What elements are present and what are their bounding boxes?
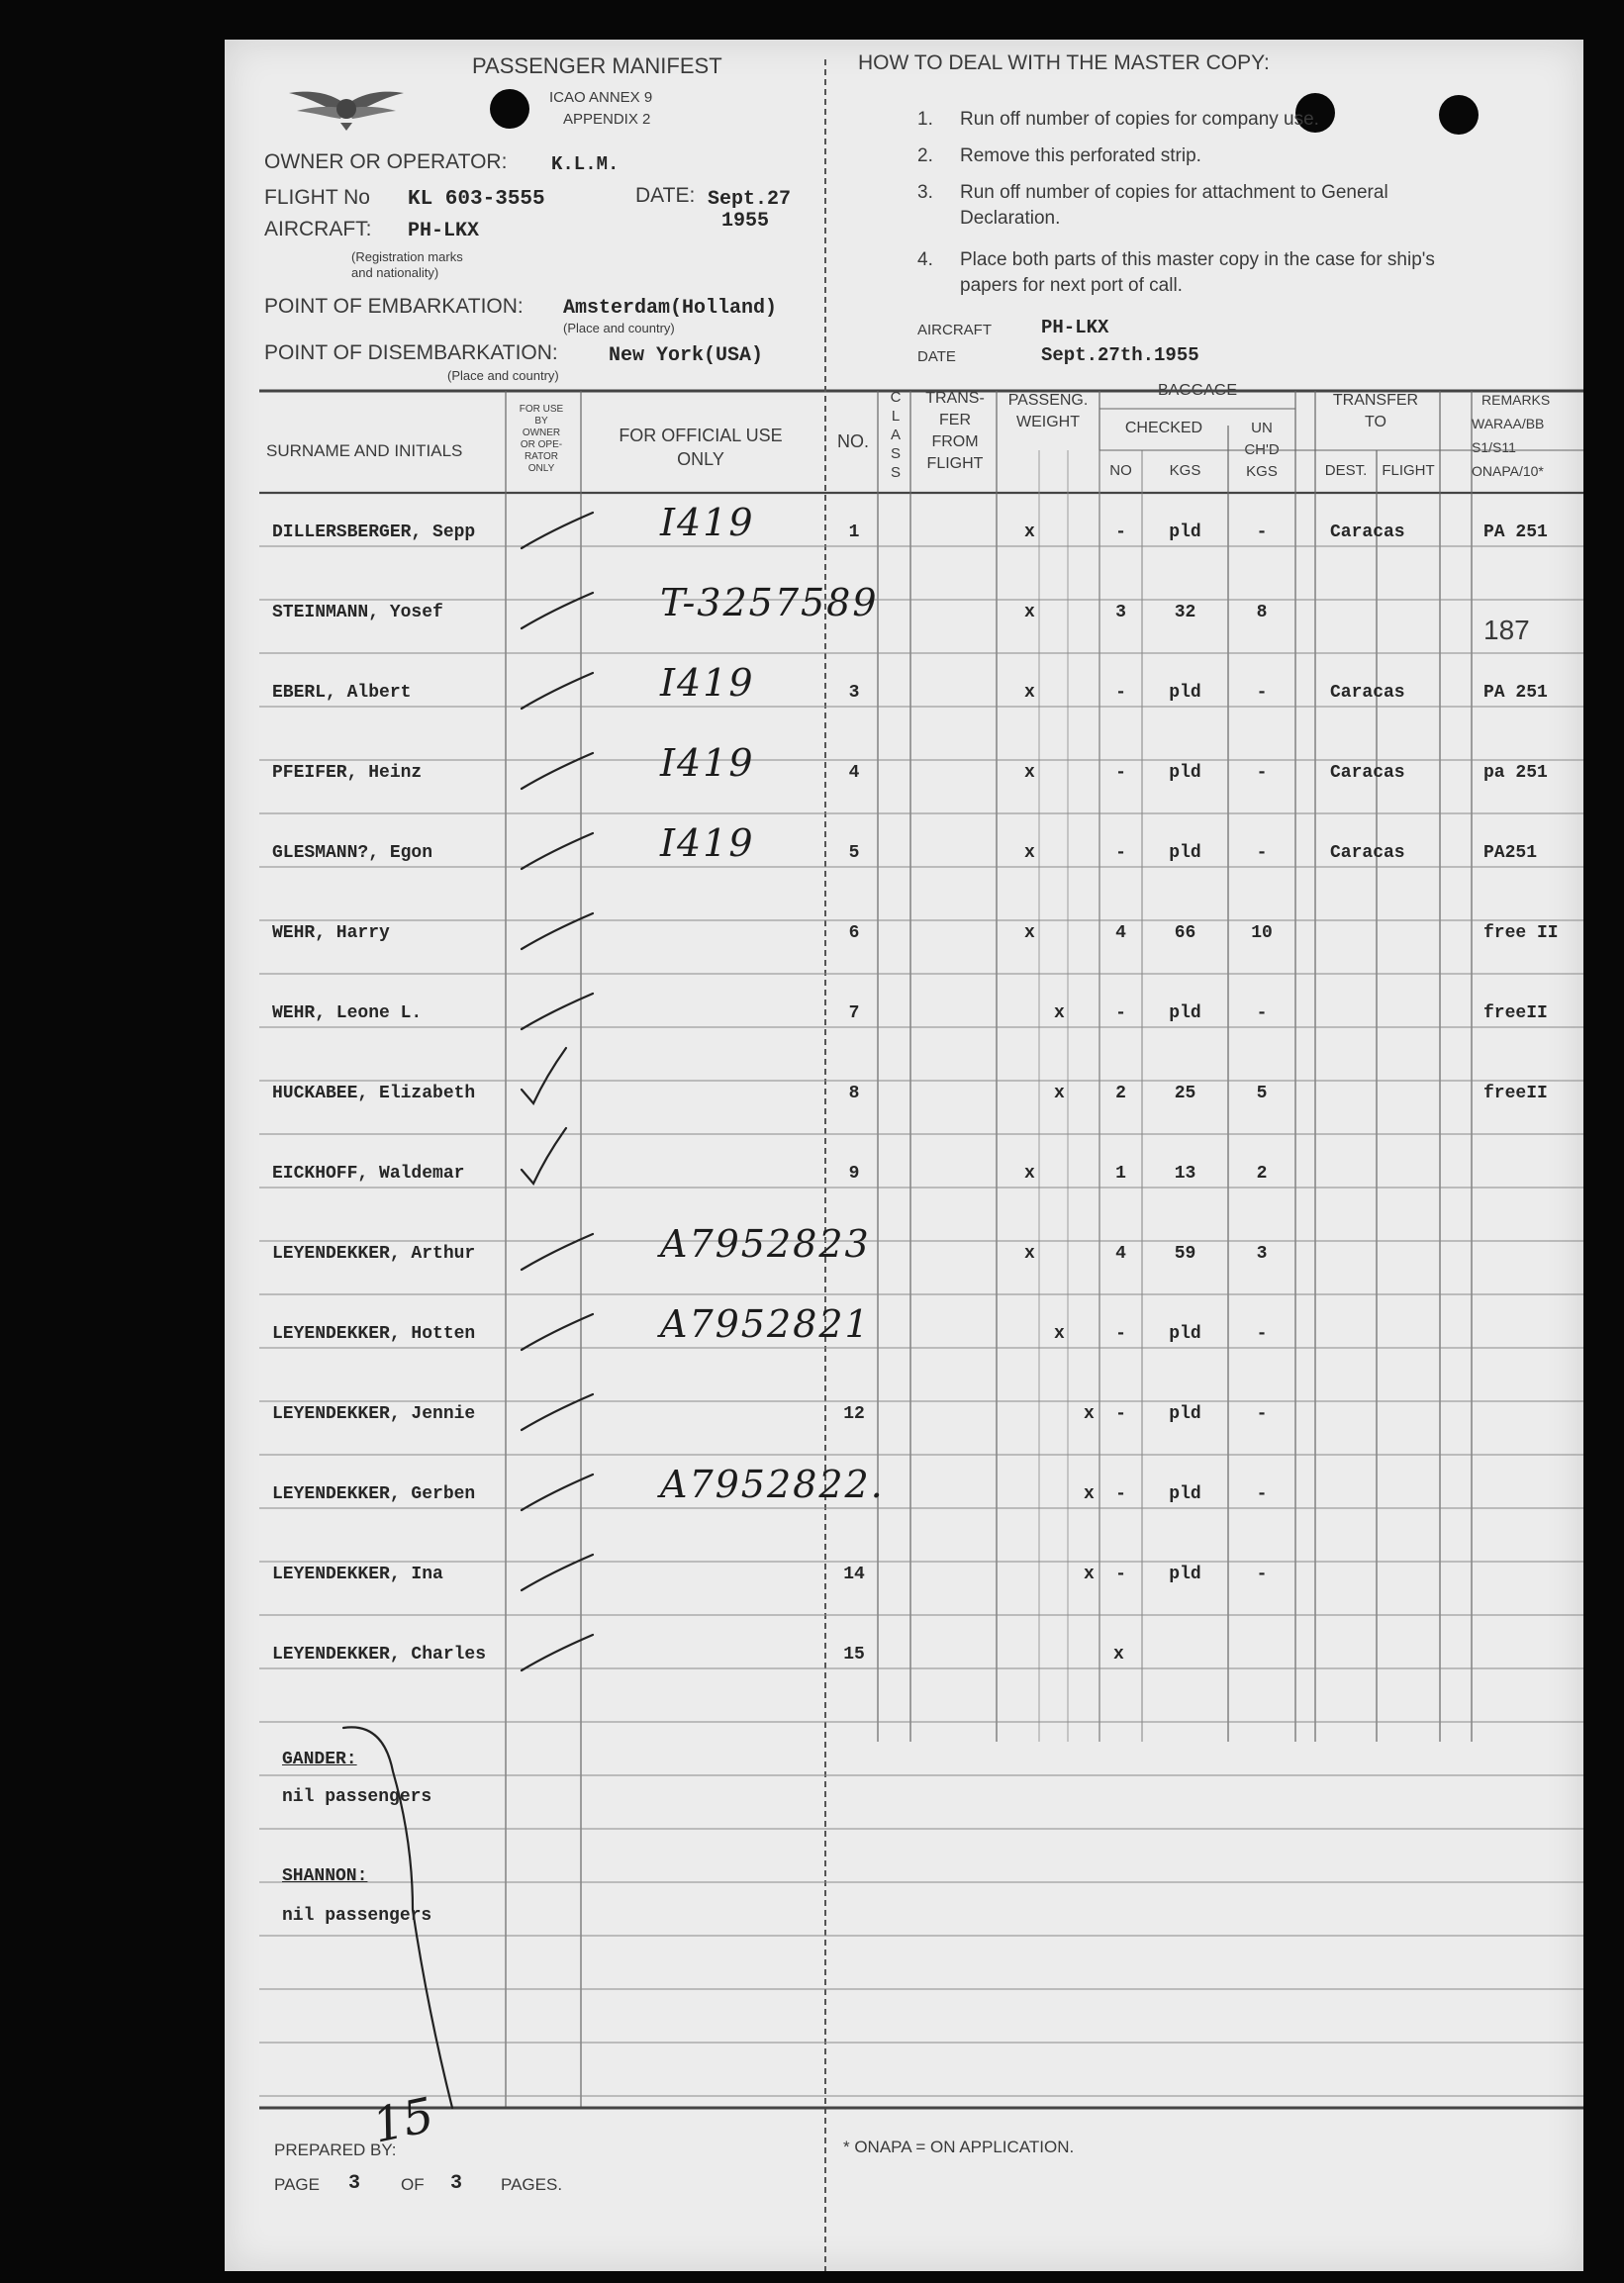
passenger-name: HUCKABEE, Elizabeth — [272, 1084, 476, 1103]
embark-note: (Place and country) — [563, 321, 675, 335]
official-use-number: I419 — [660, 741, 755, 785]
col-remarks-line: ONAPA/10* — [1472, 463, 1544, 479]
baggage-checked-kgs: pld — [1169, 523, 1201, 542]
passenger-name: LEYENDEKKER, Charles — [272, 1645, 487, 1665]
check-stroke-icon — [522, 673, 593, 709]
baggage-unchecked-kgs: 2 — [1256, 1164, 1268, 1184]
baggage-checked-no: - — [1115, 523, 1126, 542]
baggage-unchecked-kgs: 3 — [1256, 1244, 1268, 1264]
disembark-value: New York(USA) — [609, 344, 764, 367]
col-class-letter: S — [890, 464, 901, 481]
baggage-checked-no: 3 — [1115, 603, 1126, 622]
manifest-title: PASSENGER MANIFEST — [472, 53, 722, 78]
date-value-year: 1955 — [721, 210, 770, 233]
baggage-checked-kgs: pld — [1169, 1565, 1201, 1584]
baggage-unchecked-kgs: - — [1256, 1003, 1268, 1023]
official-use-number: I419 — [660, 821, 755, 865]
col-transfer-to-line: TO — [1365, 414, 1386, 430]
col-unchd-line: CH'D — [1244, 441, 1280, 458]
checkmark-icon — [522, 1048, 566, 1103]
baggage-checked-kgs: pld — [1169, 1484, 1201, 1504]
check-stroke-icon — [522, 513, 593, 548]
weight-mark: x — [1054, 1084, 1065, 1103]
col-passeng-weight-line: WEIGHT — [1016, 414, 1080, 430]
baggage-unchecked-kgs: - — [1256, 1565, 1268, 1584]
remarks-value: freeII — [1483, 1084, 1548, 1103]
transfer-destination: Caracas — [1330, 763, 1405, 783]
weight-mark: x — [1024, 763, 1035, 783]
col-checked: CHECKED — [1124, 420, 1203, 436]
remarks-value: PA251 — [1483, 843, 1538, 863]
weight-mark: x — [1084, 1404, 1095, 1424]
col-operator-use-line: RATOR — [524, 451, 559, 462]
disembark-label: POINT OF DISEMBARKATION: — [264, 341, 558, 364]
col-transfer-from-line: FROM — [931, 433, 979, 450]
col-surname: SURNAME AND INITIALS — [266, 441, 463, 460]
instruction-2-text: Remove this perforated strip. — [960, 145, 1201, 166]
baggage-unchecked-kgs: - — [1256, 683, 1268, 703]
stop-shannon-name: SHANNON: — [282, 1866, 368, 1886]
baggage-unchecked-kgs: - — [1256, 763, 1268, 783]
annex-label: ICAO ANNEX 9 — [549, 89, 653, 106]
registration-note-1: (Registration marks — [351, 249, 463, 264]
col-baggage: BAGGAGE — [1157, 382, 1238, 399]
total-scrawl: 15 — [367, 2087, 439, 2154]
col-operator-use-line: OWNER — [522, 428, 561, 438]
owner-label: OWNER OR OPERATOR: — [264, 150, 508, 173]
passenger-number: 9 — [848, 1164, 860, 1184]
stop-gander-name: GANDER: — [282, 1750, 357, 1769]
check-stroke-icon — [522, 1474, 593, 1510]
instruction-1-text: Run off number of copies for company use. — [960, 109, 1319, 130]
manifest-sheet — [225, 40, 1583, 2271]
col-no: NO. — [836, 431, 869, 451]
weight-mark: x — [1024, 923, 1035, 943]
col-class-letter: C — [890, 389, 902, 406]
remarks-value: PA 251 — [1483, 523, 1548, 542]
weight-mark: x — [1024, 843, 1035, 863]
passenger-number: 4 — [848, 763, 860, 783]
instruction-3-num: 3. — [917, 182, 933, 203]
instruction-1-num: 1. — [917, 109, 933, 130]
col-checked-no: NO — [1109, 462, 1132, 479]
baggage-checked-kgs: 59 — [1174, 1244, 1196, 1264]
check-stroke-icon — [522, 1555, 593, 1590]
passenger-name: EICKHOFF, Waldemar — [272, 1164, 465, 1184]
transfer-destination: Caracas — [1330, 843, 1405, 863]
official-use-number: I419 — [660, 501, 755, 544]
check-stroke-icon — [522, 994, 593, 1029]
checkmark-icon — [522, 1128, 566, 1184]
baggage-checked-kgs: 32 — [1174, 603, 1196, 622]
prepared-by-label: PREPARED BY: — [274, 2140, 397, 2159]
baggage-checked-no: - — [1115, 1484, 1126, 1504]
baggage-checked-no: 4 — [1115, 1244, 1126, 1264]
check-stroke-icon — [522, 593, 593, 628]
col-official-use-line: FOR OFFICIAL USE — [619, 426, 783, 445]
disembark-note: (Place and country) — [447, 368, 559, 383]
passenger-number: 15 — [843, 1645, 865, 1665]
check-stroke-icon — [522, 913, 593, 949]
baggage-checked-no: - — [1115, 1324, 1126, 1344]
check-stroke-icon — [522, 833, 593, 869]
col-passeng-weight-line: PASSENG. — [1007, 392, 1089, 409]
instruction-2-num: 2. — [917, 145, 933, 166]
col-remarks-line: S1/S11 — [1472, 439, 1516, 455]
passenger-name: EBERL, Albert — [272, 683, 412, 703]
passenger-number: 1 — [848, 523, 860, 542]
weight-mark: x — [1024, 1244, 1035, 1264]
check-stroke-icon — [522, 753, 593, 789]
of-label: OF — [401, 2175, 425, 2194]
passenger-name: WEHR, Leone L. — [272, 1003, 423, 1023]
pages-label: PAGES. — [501, 2175, 563, 2194]
col-remarks-line: REMARKS — [1481, 392, 1551, 408]
col-class-letter: S — [890, 445, 901, 462]
passenger-number: 6 — [848, 923, 860, 943]
col-remarks-line: WARAA/BB — [1472, 416, 1545, 431]
remarks-value: 187 — [1483, 615, 1530, 645]
col-operator-use-line: BY — [534, 416, 548, 427]
official-use-number: I419 — [660, 661, 755, 705]
baggage-checked-no: - — [1115, 1565, 1126, 1584]
strip-aircraft-value: PH-LKX — [1041, 317, 1109, 338]
check-stroke-icon — [522, 1234, 593, 1270]
passenger-number: 3 — [848, 683, 860, 703]
weight-mark: x — [1024, 1164, 1035, 1184]
remarks-value: pa 251 — [1483, 763, 1548, 783]
instruction-4-text-2: papers for next port of call. — [960, 275, 1183, 296]
weight-mark: x — [1084, 1565, 1095, 1584]
col-flight: FLIGHT — [1382, 462, 1435, 479]
passenger-name: WEHR, Harry — [272, 923, 390, 943]
baggage-unchecked-kgs: - — [1256, 1404, 1268, 1424]
check-stroke-icon — [522, 1635, 593, 1670]
onapa-note: * ONAPA = ON APPLICATION. — [843, 2138, 1075, 2156]
weight-mark: x — [1084, 1484, 1095, 1504]
baggage-checked-kgs: pld — [1169, 843, 1201, 863]
remarks-value: free II — [1483, 923, 1559, 943]
owner-value: K.L.M. — [551, 153, 620, 175]
flight-value: KL 603-3555 — [408, 188, 545, 211]
transfer-destination: Caracas — [1330, 683, 1405, 703]
col-operator-use-line: OR OPE- — [520, 439, 563, 450]
passenger-number: 8 — [848, 1084, 860, 1103]
baggage-checked-no: 2 — [1115, 1084, 1126, 1103]
col-transfer-to-line: TRANSFER — [1332, 392, 1419, 409]
col-transfer-from-line: FER — [939, 412, 971, 428]
instruction-4-text: Place both parts of this master copy in the case for ship's — [960, 249, 1435, 270]
col-operator-use-line: FOR USE — [519, 404, 564, 415]
strip-date-value: Sept.27th.1955 — [1041, 344, 1199, 366]
check-stroke-icon — [522, 1394, 593, 1430]
col-checked-kgs: KGS — [1169, 462, 1201, 479]
stop-shannon-note: nil passengers — [282, 1906, 432, 1926]
baggage-checked-no: - — [1115, 843, 1126, 863]
col-dest: DEST. — [1324, 462, 1368, 479]
baggage-unchecked-kgs: 10 — [1251, 923, 1273, 943]
instructions-title: HOW TO DEAL WITH THE MASTER COPY: — [858, 51, 1270, 74]
baggage-checked-kgs: 25 — [1174, 1084, 1196, 1103]
weight-mark: x — [1054, 1324, 1065, 1344]
baggage-checked-no: 4 — [1115, 923, 1126, 943]
page-number: 3 — [348, 2172, 361, 2195]
page-total: 3 — [450, 2172, 463, 2195]
col-official-use-line: ONLY — [677, 449, 724, 469]
baggage-checked-no: - — [1115, 683, 1126, 703]
handwritten-marks — [225, 40, 1583, 2271]
col-operator-use-line: ONLY — [527, 463, 555, 474]
baggage-checked-kgs: pld — [1169, 1404, 1201, 1424]
passenger-number: 14 — [843, 1565, 865, 1584]
weight-mark: x — [1024, 523, 1035, 542]
transfer-destination: Caracas — [1330, 523, 1405, 542]
baggage-unchecked-kgs: - — [1256, 523, 1268, 542]
col-transfer-from-line: TRANS- — [925, 390, 985, 407]
page-label: PAGE — [274, 2175, 320, 2194]
instruction-3-text-2: Declaration. — [960, 208, 1061, 229]
passenger-number: 5 — [848, 843, 860, 863]
passenger-name: PFEIFER, Heinz — [272, 763, 423, 783]
baggage-checked-no: - — [1115, 1003, 1126, 1023]
aircraft-label: AIRCRAFT: — [264, 218, 372, 240]
aircraft-value: PH-LKX — [408, 220, 480, 242]
official-use-number: A7952823 — [660, 1222, 871, 1266]
col-unchd-line: UN — [1251, 420, 1273, 436]
baggage-checked-no: 1 — [1115, 1164, 1126, 1184]
instruction-3-text: Run off number of copies for attachment to General — [960, 182, 1388, 203]
date-value-month: Sept.27 — [708, 188, 792, 211]
baggage-checked-kgs: 13 — [1174, 1164, 1196, 1184]
weight-mark: x — [1054, 1003, 1065, 1023]
check-stroke-icon — [522, 1314, 593, 1350]
stop-gander-note: nil passengers — [282, 1787, 432, 1807]
passenger-name: LEYENDEKKER, Gerben — [272, 1484, 476, 1504]
passenger-name: LEYENDEKKER, Ina — [272, 1565, 443, 1584]
baggage-unchecked-kgs: - — [1256, 843, 1268, 863]
official-use-number: T-3257589 — [660, 581, 879, 624]
passenger-name: DILLERSBERGER, Sepp — [272, 523, 476, 542]
embark-label: POINT OF EMBARKATION: — [264, 295, 524, 318]
passenger-name: LEYENDEKKER, Arthur — [272, 1244, 476, 1264]
registration-note-2: and nationality) — [351, 265, 439, 280]
baggage-unchecked-kgs: 5 — [1256, 1084, 1268, 1103]
passenger-number: 12 — [843, 1404, 865, 1424]
weight-mark: x — [1113, 1645, 1124, 1665]
baggage-unchecked-kgs: - — [1256, 1324, 1268, 1344]
instruction-4-num: 4. — [917, 249, 933, 270]
col-class-letter: A — [890, 427, 901, 443]
date-label: DATE: — [635, 184, 696, 207]
remarks-value: freeII — [1483, 1003, 1548, 1023]
col-transfer-from-line: FLIGHT — [926, 455, 984, 472]
col-class-letter: L — [891, 408, 901, 425]
weight-mark: x — [1024, 603, 1035, 622]
baggage-unchecked-kgs: - — [1256, 1484, 1268, 1504]
passenger-name: STEINMANN, Yosef — [272, 603, 443, 622]
baggage-checked-no: - — [1115, 763, 1126, 783]
baggage-checked-kgs: pld — [1169, 1003, 1201, 1023]
strip-date-label: DATE — [917, 348, 956, 365]
passenger-name: LEYENDEKKER, Jennie — [272, 1404, 476, 1424]
baggage-checked-kgs: pld — [1169, 683, 1201, 703]
passenger-name: GLESMANN?, Egon — [272, 843, 433, 863]
flight-label: FLIGHT No — [264, 186, 370, 209]
strip-aircraft-label: AIRCRAFT — [917, 322, 992, 338]
baggage-checked-kgs: 66 — [1174, 923, 1196, 943]
baggage-unchecked-kgs: 8 — [1256, 603, 1268, 622]
embark-value: Amsterdam(Holland) — [563, 297, 778, 320]
baggage-checked-kgs: pld — [1169, 1324, 1201, 1344]
remarks-value: PA 251 — [1483, 683, 1548, 703]
official-use-number: A7952821 — [660, 1302, 871, 1346]
passenger-number: 7 — [848, 1003, 860, 1023]
weight-mark: x — [1024, 683, 1035, 703]
appendix-label: APPENDIX 2 — [563, 111, 651, 128]
col-unchd-line: KGS — [1246, 463, 1278, 480]
official-use-number: A7952822. — [660, 1463, 885, 1506]
baggage-checked-no: - — [1115, 1404, 1126, 1424]
baggage-checked-kgs: pld — [1169, 763, 1201, 783]
passenger-name: LEYENDEKKER, Hotten — [272, 1324, 476, 1344]
